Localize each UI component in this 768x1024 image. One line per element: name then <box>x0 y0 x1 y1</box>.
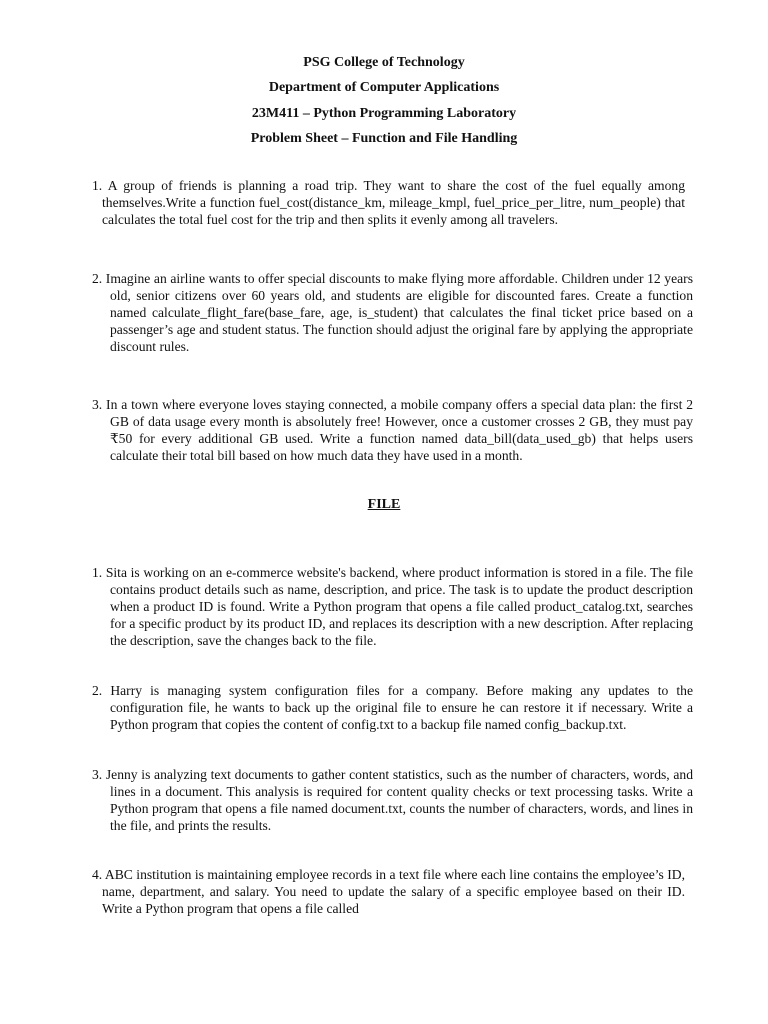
problem-number: 1. <box>92 565 103 580</box>
file-problem-3 <box>92 766 693 834</box>
problem-text: Sita is working on an e-commerce website's backend, where product information is stored in a file. The file contains product details such as name, description, and price. The task is to update the product description when a product ID is found. Write a Python program that opens a file called product_catalog.txt, searches for a specific product by its product ID, and replaces its description with a new description. After replacing the description, save the changes back to the file. <box>105 565 693 648</box>
institution-name: PSG College of Technology <box>303 55 465 70</box>
function-problem-3 <box>92 396 693 464</box>
file-problem-2 <box>92 682 693 733</box>
problem-text: A group of friends is planning a road trip. They want to share the cost of the fuel equally among themselves.Write a function fuel_cost(distance_km, mileage_kmpl, fuel_price_per_litre, num_people) that calculates the total fuel cost for the trip and then splits it evenly among all travelers. <box>102 178 686 227</box>
problem-text: Imagine an airline wants to offer special discounts to make flying more affordable. Children under 12 years old, senior citizens over 60 years old, and students are eligible for discounted fares. Create a function named calculate_flight_fare(base_fare, age, is_student) that calculates the final ticket price based on a passenger’s age and student status. The function should adjust the original fare by applying the appropriate discount rules. <box>105 271 693 354</box>
function-problem-2 <box>92 270 693 355</box>
problem-number: 4. <box>92 867 103 882</box>
problem-number: 3. <box>92 767 103 782</box>
problem-number: 3. <box>92 397 103 412</box>
problem-text: Harry is managing system configuration files for a company. Before making any updates to the configuration file, he wants to back up the original file to ensure he can restore it if necessary. Write a Python program that copies the content of config.txt to a backup file named config_backup.txt. <box>110 683 694 732</box>
problem-number: 2. <box>92 683 103 698</box>
department-name: Department of Computer Applications <box>268 80 500 96</box>
file-problem-1 <box>92 564 693 649</box>
function-problem-1 <box>92 177 685 228</box>
problem-number: 1. <box>92 178 103 193</box>
problem-number: 2. <box>92 271 103 286</box>
course-title: 23M411 – Python Programming Laboratory <box>251 105 517 121</box>
file-problem-4 <box>92 866 685 917</box>
problem-text: Jenny is analyzing text documents to gather content statistics, such as the number of characters, words, and lines in a document. This analysis is required for content quality checks or text processing tasks. Write a Python program that opens a file named document.txt, counts the number of characters, words, and lines in the file, and prints the results. <box>105 767 693 833</box>
sheet-title: Problem Sheet – Function and File Handling <box>250 130 518 146</box>
document-header <box>0 50 768 151</box>
problem-text: In a town where everyone loves staying connected, a mobile company offers a special data plan: the first 2 GB of data usage every month is absolutely free! However, once a customer crosses 2 GB, they must pay ₹50 for every additional GB used. Write a function named data_bill(data_used_gb) that helps users calculate their total bill based on how much data they have used in a month. <box>106 397 694 463</box>
problem-text: ABC institution is maintaining employee records in a text file where each line contains the employee’s ID, name, department, and salary. You need to update the salary of a specific employee based on their ID. Write a Python program that opens a file called <box>102 867 686 916</box>
file-section-heading: FILE <box>367 497 401 512</box>
